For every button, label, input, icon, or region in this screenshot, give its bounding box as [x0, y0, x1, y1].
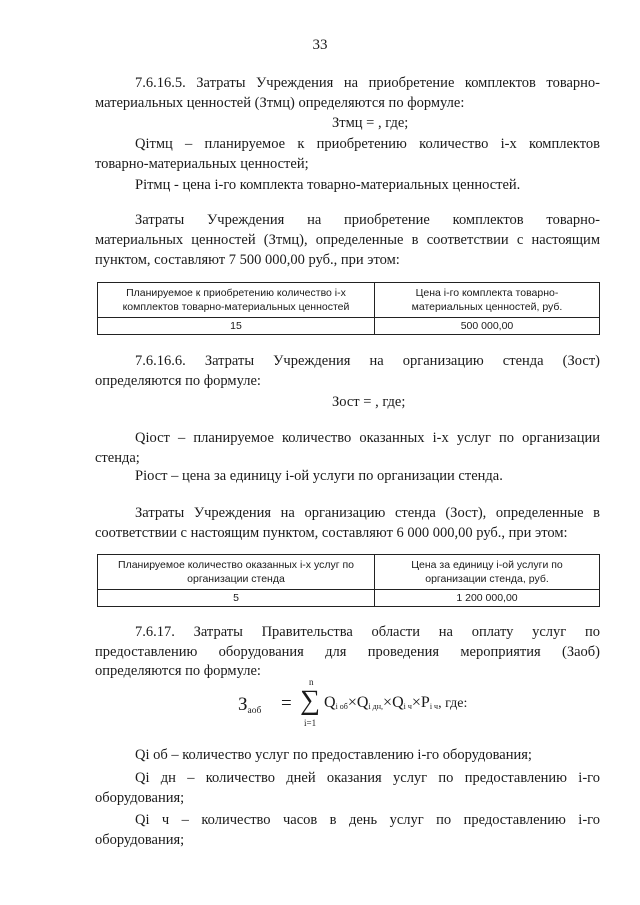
definition-p-tmc: Piтмц - цена i-го комплекта товарно-материальных ценностей. [135, 177, 521, 193]
definition-q-tmc: Qiтмц – планируемое к приобретению количество i-х комплектов [135, 136, 600, 152]
formula-zost: Зост = , где; [332, 394, 406, 410]
table-ost-header-price: Цена за единицу i-ой услуги по организации стенда, руб. [375, 555, 600, 590]
section-heading-7-6-17-cont: предоставлению оборудования для проведения мероприятия (Заоб) [95, 644, 600, 660]
page-number: 33 [312, 37, 328, 53]
definition-q-dn: Qi дн – количество дней оказания услуг по предоставлению i-го [135, 770, 600, 786]
definition-q-ost: Qiост – планируемое количество оказанных i-х услуг по организации [135, 430, 600, 446]
cost-text-ost-cont: соответствии с настоящим пунктом, составляют 6 000 000,00 руб., при этом: [95, 525, 568, 541]
section-heading-7-6-16-6: 7.6.16.6. Затраты Учреждения на организацию стенда (Зост) [135, 353, 600, 369]
table-ost [97, 554, 600, 607]
cost-text-tmc-end: пунктом, составляют 7 500 000,00 руб., при этом: [95, 252, 400, 268]
definition-q-dn-cont: оборудования; [95, 790, 185, 806]
table-tmc-cell-qty: 15 [98, 318, 375, 335]
section-heading-7-6-17-end: определяются по формуле: [95, 663, 261, 679]
table-tmc-header-price: Цена i-го комплекта товарно- материальных ценностей, руб. [375, 283, 600, 318]
cost-text-tmc: Затраты Учреждения на приобретение комплектов товарно- [135, 212, 600, 228]
definition-q-ob: Qi об – количество услуг по предоставлению i-го оборудования; [135, 747, 532, 763]
formula-ztmc: Зтмц = , где; [332, 115, 409, 131]
definition-q-tmc-cont: товарно-материальных ценностей; [95, 156, 309, 172]
formula-zaob: $З_{аоб}$ = n ∑ i=1 Qi об×Qi дн,×Qi ч×Pi ч, где: [238, 677, 468, 728]
definition-q-ost-cont: стенда; [95, 450, 140, 466]
definition-q-ch-cont: оборудования; [95, 832, 185, 848]
table-ost-header-qty: Планируемое количество оказанных i-х услуг по организации стенда [98, 555, 375, 590]
section-heading-7-6-17: 7.6.17. Затраты Правительства области на оплату услуг по [135, 624, 600, 640]
table-ost-cell-qty: 5 [98, 590, 375, 607]
definition-p-ost: Piост – цена за единицу i-ой услуги по организации стенда. [135, 468, 503, 484]
table-tmc-cell-price: 500 000,00 [375, 318, 600, 335]
sum-symbol: ∑ [300, 685, 320, 716]
table-tmc [97, 282, 600, 335]
section-heading-7-6-16-5-cont: материальных ценностей (Зтмц) определяются по формуле: [95, 95, 465, 111]
cost-text-tmc-cont: материальных ценностей (Зтмц), определенные в соответствии с настоящим [95, 232, 600, 248]
cost-text-ost: Затраты Учреждения на организацию стенда (Зост), определенные в [135, 505, 600, 521]
table-tmc-header-qty: Планируемое к приобретению количество i-х комплектов товарно-материальных ценностей [98, 283, 375, 318]
table-ost-cell-price: 1 200 000,00 [375, 590, 600, 607]
section-heading-7-6-16-5: 7.6.16.5. Затраты Учреждения на приобретение комплектов товарно- [135, 75, 600, 91]
definition-q-ch: Qi ч – количество часов в день услуг по предоставлению i-го [135, 812, 600, 828]
section-heading-7-6-16-6-cont: определяются по формуле: [95, 373, 261, 389]
